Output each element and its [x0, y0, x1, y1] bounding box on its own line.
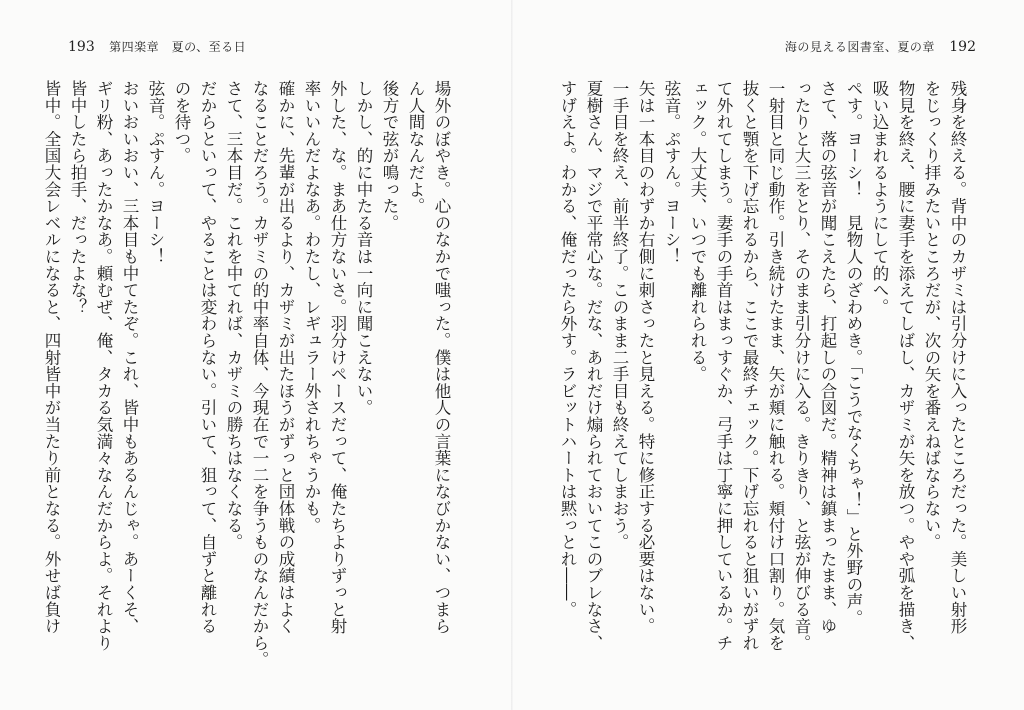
left-page-chapter-title: 第四楽章 夏の、至る日 — [109, 40, 247, 54]
text-line: すげえよ。わかる、俺だったら外す。ラビットハートは黙っとれ――。 — [558, 80, 577, 618]
text-line: ったりと大三をとり、そのまま引分けに入る。きりきり、と弦が伸びる音。 — [792, 80, 811, 652]
text-line: 抜くと顎を下げ忘れるから、ここで最終チェック。下げ忘れると狙いがずれ — [740, 80, 759, 652]
text-line: だからといって、やることは変わらない。引いて、狙って、自ずと離れる — [198, 80, 217, 635]
text-line: 残身を終える。背中のカザミは引分けに入ったところだった。美しい射形 — [948, 80, 967, 635]
text-line: 矢は一本目のわずか右側に刺さったと見える。特に修正する必要はない。 — [636, 80, 655, 635]
right-page-header — [785, 38, 976, 55]
text-line: ギリ粉、あったかなあ。頼むぜ、俺、タカる気満々なんだからよ。それより — [94, 80, 113, 652]
text-line: 吸い込まれるようにして的へ。 — [870, 80, 889, 316]
text-line: さて、落の弦音が聞こえたら、打起しの合図だ。精神は鎮まったまま、ゆ — [818, 80, 837, 635]
right-page-body — [558, 80, 970, 680]
text-line: しかし、的に中たる音は一向に聞こえない。 — [354, 80, 373, 416]
text-line: 皆中したら拍手、だったよな？ — [68, 80, 87, 316]
text-line: おいおいおい、三本目も中てたぞ。これ、皆中もあるんじゃ。あーくそ、 — [120, 80, 139, 635]
text-line: ェック。大丈夫、いつでも離れられる。 — [688, 80, 707, 383]
text-line: 外した、な。まあ仕方ないさ。羽分けペースだって、俺たちよりずっと射 — [328, 80, 347, 635]
right-page — [512, 0, 1024, 710]
text-line: て外れてしまう。妻手の手首はまっすぐか、弓手は丁寧に押しているか。チ — [714, 80, 733, 652]
text-line: 弦音。ぷすん。ヨーシ！ — [662, 80, 681, 265]
text-line: 率いいんだよなあ。わたし、レギュラー外されちゃうかも。 — [302, 80, 321, 534]
left-page-header — [68, 38, 246, 55]
text-line: 物見を終え、腰に妻手を添えてしばし、カザミが矢を放つ。やや弧を描き、 — [896, 80, 915, 652]
text-line: さて、三本目だ。これを中てれば、カザミの勝ちはなくなる。 — [224, 80, 243, 551]
text-line: ん人間なんだよ。 — [406, 80, 425, 215]
text-line: 確かに、先輩が出るより、カザミが出たほうがずっと団体戦の成績はよく — [276, 80, 295, 635]
text-line: をじっくり拝みたいところだが、次の矢を番えねばならない。 — [922, 80, 941, 551]
text-line: 後方で弦が鳴った。 — [380, 80, 399, 232]
text-line: 場外のぼやき。心のなかで嗤った。僕は他人の言葉になびかない、つまら — [432, 80, 451, 635]
text-line: 弦音。ぷすん。ヨーシ！ — [146, 80, 165, 265]
text-line: ペす。ヨーシ！ 見物人のざわめき。「こうでなくちゃ！」と外野の声。 — [844, 80, 863, 627]
text-line: 皆中。全国大会レベルになると、四射皆中が当たり前となる。外せば負け — [42, 80, 61, 635]
text-line: 夏樹さん、マジで平常心な。だな、あれだけ煽られておいてこのブレなさ、 — [584, 80, 603, 652]
text-line: 一射目と同じ動作。引き続けたまま、矢が頬に触れる。頬付け口割り。気を — [766, 80, 785, 652]
left-page-number: 193 — [68, 39, 95, 55]
text-line: のを待つ。 — [172, 80, 191, 164]
text-line: なることだろう。カザミの的中率自体、今現在で一二を争うものなんだから。 — [250, 80, 269, 668]
text-line: 一手目を終え、前半終了。このまま二手目も終えてしまおう。 — [610, 80, 629, 551]
right-page-number: 192 — [949, 39, 976, 55]
left-page-body — [42, 80, 454, 680]
right-page-chapter-title: 海の見える図書室、夏の章 — [784, 40, 935, 54]
